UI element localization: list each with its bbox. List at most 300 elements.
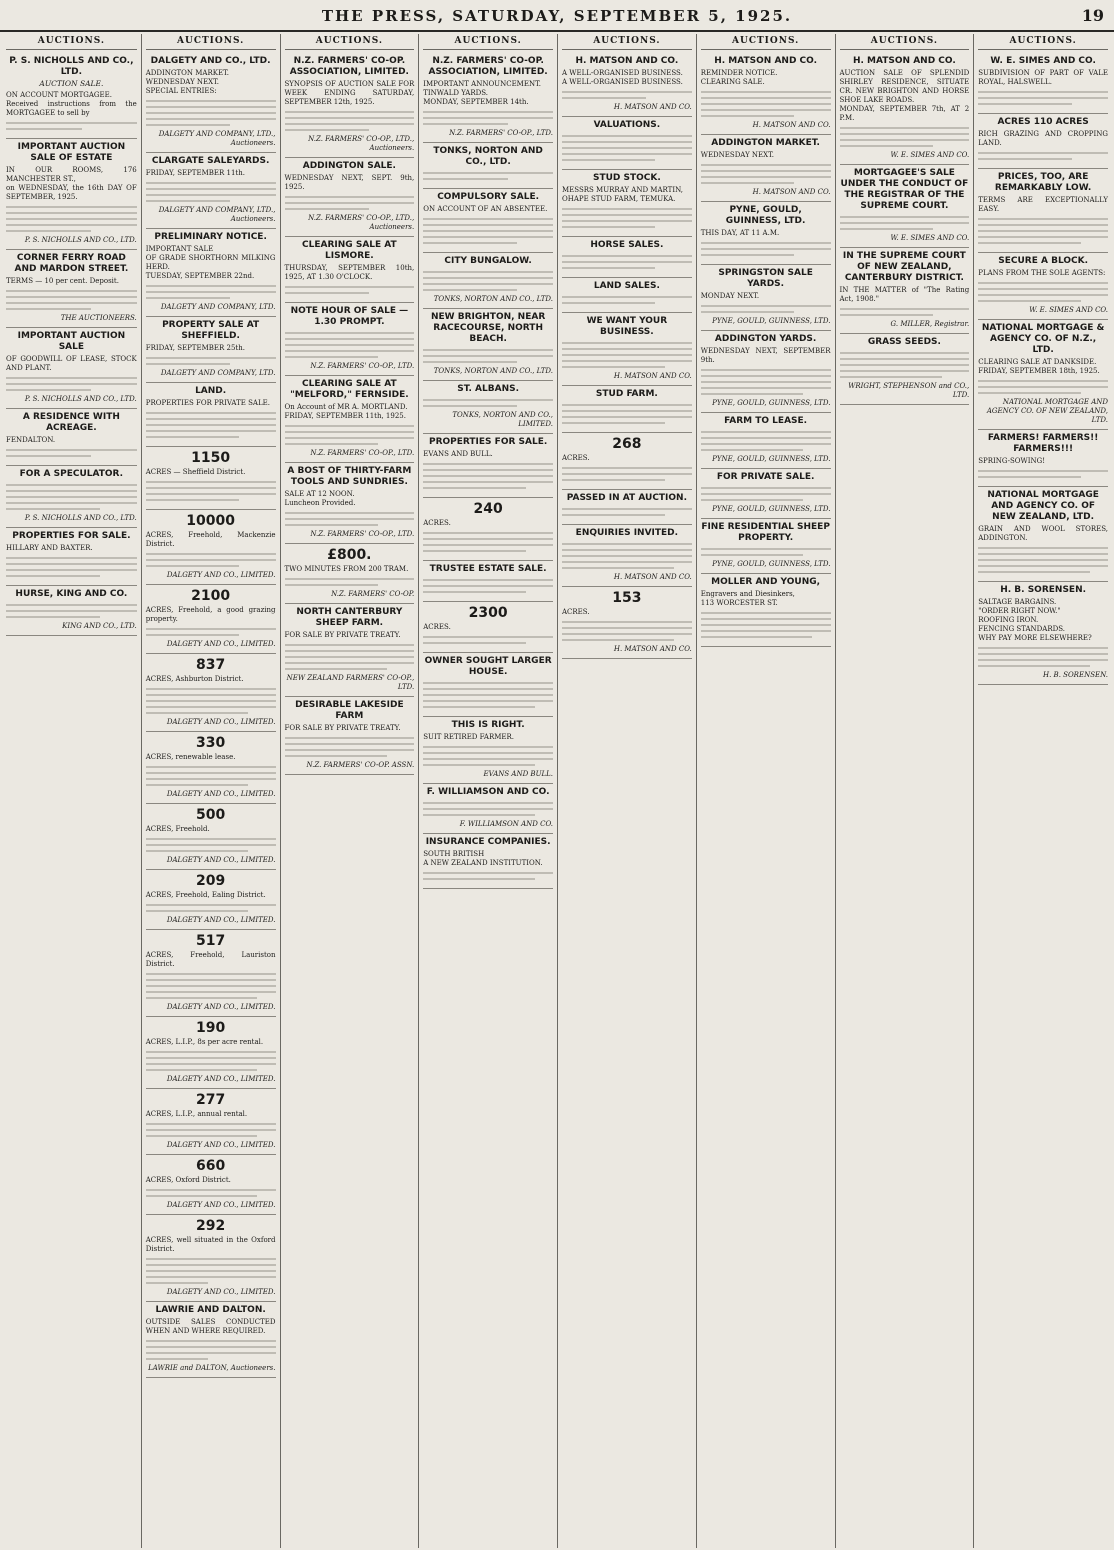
fine-print-line [146, 200, 230, 202]
fine-print-line [423, 487, 526, 489]
advertisement [6, 139, 137, 250]
ad-heading: GRASS SEEDS. [867, 337, 941, 347]
ad-signature: PYNE, GOULD, GUINNESS, LTD. [712, 399, 831, 407]
fine-print-line [146, 1063, 276, 1065]
fine-print-line [6, 212, 137, 214]
ad-signature: N.Z. FARMERS' CO-OP., LTD. [310, 362, 415, 370]
ad-signature: W. E. SIMES AND CO. [890, 234, 970, 242]
ad-signature: DALGETY AND CO., LIMITED. [166, 916, 276, 924]
fine-print-line [423, 764, 535, 766]
fine-print-line [423, 538, 553, 540]
fine-print-line [146, 291, 276, 293]
ad-line: TERMS — 10 per cent. Deposit. [6, 277, 119, 285]
fine-print-line [285, 208, 369, 210]
fine-print-line [285, 111, 415, 113]
ad-heading: 2100 [191, 588, 231, 604]
advertisement [6, 328, 137, 409]
ad-line: 113 WORCESTER ST. [700, 599, 778, 607]
ad-heading: 153 [612, 590, 642, 606]
ad-heading: DESIRABLE LAKESIDE FARM [295, 700, 404, 721]
fine-print-line [146, 1340, 276, 1342]
fine-print-line [146, 784, 249, 786]
ad-line: ON ACCOUNT MORTGAGEE. [6, 91, 112, 99]
ad-line: WEDNESDAY NEXT. [145, 78, 220, 86]
fine-print-line [423, 399, 553, 401]
ad-line: MONDAY, SEPTEMBER 14th. [423, 98, 529, 106]
fine-print-line [701, 431, 831, 433]
advertisement [423, 498, 553, 561]
fine-print-line [701, 548, 831, 550]
fine-print-line [285, 196, 415, 198]
ad-heading: PYNE, GOULD, GUINNESS, LTD. [725, 205, 806, 226]
fine-print-line [285, 668, 388, 670]
ad-heading: 190 [196, 1020, 226, 1036]
advertisement [701, 469, 831, 519]
fine-print-line [146, 412, 276, 414]
fine-print-lines [146, 904, 276, 912]
advertisement [562, 313, 692, 386]
ad-line: ACRES. [423, 519, 451, 527]
fine-print-line [423, 700, 553, 702]
ad-heading: H. MATSON AND CO. [852, 56, 956, 66]
advertisement [146, 930, 276, 1017]
ad-signature: DALGETY AND COMPANY, LTD., Auctioneers. [158, 206, 276, 223]
fine-print-line [701, 182, 794, 184]
ad-line: ACRES, Freehold, Lauriston District. [145, 951, 276, 968]
ad-body [423, 519, 553, 528]
fine-print-line [6, 490, 137, 492]
ad-heading: 660 [196, 1158, 226, 1174]
fine-print-line [562, 147, 692, 149]
fine-print-line [285, 662, 415, 664]
ad-signature: TONKS, NORTON AND CO., LIMITED. [452, 411, 553, 428]
advertisement [840, 334, 970, 405]
advertisement [423, 602, 553, 653]
fine-print-line [701, 375, 831, 377]
ad-line: OUTSIDE SALES CONDUCTED WHEN AND WHERE REQUIRED. [145, 1318, 276, 1335]
fine-print-line [423, 752, 553, 754]
ad-body [423, 450, 553, 459]
ad-heading: ST. ALBANS. [457, 384, 519, 394]
fine-print-line [6, 122, 137, 124]
fine-print-lines [978, 380, 1108, 394]
fine-print-line [285, 332, 415, 334]
fine-print-line [6, 484, 137, 486]
fine-print-line [146, 1346, 276, 1348]
ad-body [146, 344, 276, 353]
ad-line: ACRES, renewable lease. [145, 753, 236, 761]
fine-print-line [146, 706, 276, 708]
fine-print-line [146, 1358, 208, 1360]
fine-print-line [701, 254, 794, 256]
fine-print-line [701, 369, 831, 371]
fine-print-line [978, 571, 1090, 573]
ad-heading: H. MATSON AND CO. [575, 56, 679, 66]
fine-print-line [285, 431, 415, 433]
ad-heading: NATIONAL MORTGAGE & AGENCY CO. OF N.Z., LTD. [981, 323, 1105, 355]
fine-print-line [562, 342, 692, 344]
fine-print-lines [701, 487, 831, 501]
ad-body [146, 606, 276, 624]
ad-body [6, 355, 137, 373]
ad-line: SUBDIVISION OF PART OF VALE ROYAL, HALSWELL. [978, 69, 1108, 86]
advertisement [423, 189, 553, 253]
ad-line: Received instructions from the MORTGAGEE to sell by [6, 100, 137, 117]
ad-signature: G. MILLER, Registrar. [890, 320, 970, 328]
ad-line: FOR SALE BY PRIVATE TREATY. [284, 631, 401, 639]
ad-heading: WE WANT YOUR BUSINESS. [586, 316, 668, 337]
fine-print-lines [978, 470, 1108, 478]
ad-body [146, 825, 276, 834]
fine-print-lines [562, 467, 692, 481]
fine-print-line [701, 387, 831, 389]
ad-line: SPECIAL ENTRIES: [145, 87, 217, 95]
ad-heading: 2300 [468, 605, 508, 621]
ad-signature: NEW ZEALAND FARMERS' CO-OP., LTD. [286, 674, 415, 691]
fine-print-line [6, 616, 100, 618]
ad-body [6, 436, 137, 445]
ad-signature: DALGETY AND COMPANY, LTD. [160, 303, 276, 311]
advertisement [978, 114, 1108, 169]
advertisement [423, 53, 553, 143]
fine-print-line [285, 202, 415, 204]
fine-print-line [146, 1135, 258, 1137]
ad-body [285, 174, 415, 192]
fine-print-lines [701, 242, 831, 256]
fine-print-line [6, 224, 137, 226]
ad-signature: WRIGHT, STEPHENSON and CO., LTD. [848, 382, 970, 399]
fine-print-line [562, 555, 692, 557]
ad-line: SYNOPSIS OF AUCTION SALE FOR WEEK ENDING SATURDAY, SEPTEMBER 12th, 1925. [284, 80, 415, 106]
ad-heading: INSURANCE COMPANIES. [425, 837, 551, 847]
column-header: AUCTIONS. [285, 34, 415, 50]
fine-print-line [423, 878, 535, 880]
ad-line: GRAIN AND WOOL STORES, ADDINGTON. [978, 525, 1108, 542]
ad-heading: 330 [196, 735, 226, 751]
ad-line: ACRES, Freehold. [145, 825, 210, 833]
fine-print-line [840, 228, 933, 230]
ad-heading: IMPORTANT AUCTION SALE [17, 331, 126, 352]
ad-line: ACRES, Freehold, a good grazing property. [145, 606, 276, 623]
ad-heading: PROPERTY SALE AT SHEFFIELD. [162, 320, 260, 341]
fine-print-line [840, 127, 970, 129]
fine-print-line [562, 348, 692, 350]
fine-print-lines [978, 91, 1108, 105]
fine-print-line [562, 410, 692, 412]
ad-body [146, 1176, 276, 1185]
ad-signature: H. MATSON AND CO. [752, 188, 831, 196]
fine-print-line [146, 850, 249, 852]
ad-line: IN OUR ROOMS, 176 MANCHESTER ST., [6, 166, 137, 183]
fine-print-line [285, 584, 378, 586]
advertisement [423, 434, 553, 498]
fine-print-line [423, 111, 553, 113]
advertisement [423, 143, 553, 189]
advertisement [701, 574, 831, 647]
ad-heading: FARMERS! FARMERS!! FARMERS!!! [987, 433, 1099, 454]
ad-line: ACRES. [562, 454, 590, 462]
ad-line: WEDNESDAY NEXT, SEPTEMBER 9th. [700, 347, 831, 364]
fine-print-line [146, 106, 276, 108]
fine-print-line [146, 904, 276, 906]
advertisement [701, 265, 831, 331]
ad-line: A NEW ZEALAND INSTITUTION. [423, 859, 543, 867]
ad-heading: A BOST OF THIRTY-FARM TOOLS AND SUNDRIES. [287, 466, 412, 487]
ad-heading: PROPERTIES FOR SALE. [12, 531, 131, 541]
ad-body [978, 196, 1108, 214]
fine-print-line [978, 476, 1081, 478]
fine-print-lines [978, 282, 1108, 302]
ad-signature: H. MATSON AND CO. [613, 103, 692, 111]
fine-print-line [562, 543, 692, 545]
fine-print-line [562, 153, 692, 155]
fine-print-line [562, 473, 692, 475]
fine-print-line [423, 469, 553, 471]
ad-heading: 277 [196, 1092, 226, 1108]
fine-print-line [840, 216, 970, 218]
fine-print-line [562, 627, 692, 629]
ad-signature: N.Z. FARMERS' CO-OP., LTD. [310, 449, 415, 457]
ad-line: RICH GRAZING AND CROPPING LAND. [978, 130, 1108, 147]
ad-signature: N.Z. FARMERS' CO-OP., LTD. [449, 129, 553, 137]
fine-print-lines [701, 164, 831, 184]
fine-print-line [423, 236, 553, 238]
column-header: AUCTIONS. [840, 34, 970, 50]
ad-subheading: AUCTION SALE. [39, 79, 104, 88]
fine-print-lines [423, 218, 553, 244]
fine-print-line [423, 283, 553, 285]
ad-line: PLANS FROM THE SOLE AGENTS: [978, 269, 1106, 277]
fine-print-lines [285, 111, 415, 131]
fine-print-line [978, 230, 1108, 232]
ad-body [978, 598, 1108, 643]
fine-print-line [146, 700, 276, 702]
fine-print-line [146, 424, 276, 426]
ad-line: CLEARING SALE AT DANKSIDE. [978, 358, 1097, 366]
fine-print-line [562, 422, 665, 424]
fine-print-line [146, 1051, 276, 1053]
fine-print-line [146, 297, 230, 299]
advertisement [285, 376, 415, 463]
ad-heading: FINE RESIDENTIAL SHEEP PROPERTY. [701, 522, 830, 543]
fine-print-line [146, 979, 276, 981]
ad-heading: THIS IS RIGHT. [451, 720, 525, 730]
ad-signature: F. WILLIAMSON AND CO. [459, 820, 553, 828]
fine-print-line [146, 1352, 276, 1354]
ad-line: REMINDER NOTICE. [700, 69, 778, 77]
ad-signature: PYNE, GOULD, GUINNESS, LTD. [712, 317, 831, 325]
advertisement [285, 237, 415, 303]
fine-print-lines [423, 349, 553, 363]
ad-line: MONDAY, SEPTEMBER 7th, AT 2 P.M. [839, 105, 970, 122]
ad-heading: PASSED IN AT AUCTION. [566, 493, 688, 503]
fine-print-line [978, 288, 1108, 290]
fine-print-lines [423, 746, 553, 766]
fine-print-lines [285, 425, 415, 445]
ad-signature: N.Z. FARMERS' CO-OP., LTD., Auctioneers. [308, 214, 415, 231]
fine-print-line [562, 416, 692, 418]
fine-print-line [423, 814, 535, 816]
ad-line: THIS DAY, AT 11 A.M. [700, 229, 780, 237]
fine-print-lines [978, 152, 1108, 160]
fine-print-line [285, 743, 415, 745]
fine-print-lines [562, 208, 692, 228]
fine-print-line [423, 271, 553, 273]
ad-heading: N.Z. FARMERS' CO-OP. ASSOCIATION, LIMITED. [289, 56, 409, 77]
fine-print-line [562, 639, 674, 641]
fine-print-line [701, 437, 831, 439]
fine-print-line [6, 508, 100, 510]
ad-heading: £800. [327, 547, 372, 563]
fine-print-lines [6, 290, 137, 310]
fine-print-line [146, 766, 276, 768]
ad-heading: COMPULSORY SALE. [437, 192, 540, 202]
ad-line: EVANS AND BULL. [423, 450, 493, 458]
ad-line: AUCTION SALE OF SPLENDID SHIRLEY RESIDENCE, SITUATE CR. NEW BRIGHTON AND HORSE SHOE LAKE ROADS. [839, 69, 970, 104]
fine-print-lines [285, 737, 415, 757]
ad-body [146, 169, 276, 178]
fine-print-line [840, 222, 970, 224]
fine-print-line [423, 532, 553, 534]
ad-heading: 240 [473, 501, 503, 517]
fine-print-line [146, 499, 239, 501]
advertisement [701, 53, 831, 135]
fine-print-line [701, 109, 831, 111]
ad-line: ACRES, L.I.P., annual rental. [145, 1110, 248, 1118]
ad-heading: TRUSTEE ESTATE SALE. [429, 564, 547, 574]
fine-print-line [840, 358, 970, 360]
fine-print-line [840, 308, 970, 310]
advertisement [285, 463, 415, 544]
fine-print-line [146, 1129, 276, 1131]
ad-line: ACRES, well situated in the Oxford District. [145, 1236, 276, 1253]
fine-print-line [701, 624, 831, 626]
advertisement [146, 1302, 276, 1378]
fine-print-lines [423, 532, 553, 552]
fine-print-line [146, 997, 258, 999]
fine-print-lines [701, 612, 831, 638]
fine-print-line [285, 524, 378, 526]
ad-body [285, 490, 415, 508]
advertisement [701, 202, 831, 265]
fine-print-line [146, 112, 276, 114]
fine-print-line [562, 97, 646, 99]
ad-body [423, 205, 553, 214]
fine-print-line [285, 578, 415, 580]
ad-column [557, 34, 696, 1548]
ad-body [978, 69, 1108, 87]
ad-signature: TONKS, NORTON AND CO., LTD. [433, 295, 553, 303]
fine-print-line [146, 973, 276, 975]
ad-heading: OWNER SOUGHT LARGER HOUSE. [424, 656, 552, 677]
fine-print-line [701, 176, 831, 178]
advertisement [146, 1215, 276, 1302]
fine-print-lines [423, 271, 553, 291]
ad-signature: DALGETY AND COMPANY, LTD. [160, 369, 276, 377]
fine-print-line [701, 115, 794, 117]
fine-print-line [285, 338, 415, 340]
fine-print-line [978, 103, 1071, 105]
fine-print-line [562, 226, 655, 228]
fine-print-line [146, 493, 276, 495]
fine-print-line [423, 123, 507, 125]
fine-print-line [423, 682, 553, 684]
advertisement [562, 117, 692, 170]
ad-body [6, 166, 137, 202]
ad-body [978, 525, 1108, 543]
fine-print-line [562, 354, 692, 356]
ad-line: ACRES, Freehold, Ealing District. [145, 891, 266, 899]
advertisement [562, 490, 692, 525]
fine-print-line [562, 135, 692, 137]
fine-print-lines [146, 1051, 276, 1071]
fine-print-line [146, 182, 276, 184]
fine-print-line [146, 778, 276, 780]
ad-signature: PYNE, GOULD, GUINNESS, LTD. [712, 455, 831, 463]
fine-print-line [146, 634, 239, 636]
fine-print-line [146, 481, 276, 483]
fine-print-lines [840, 308, 970, 316]
fine-print-line [146, 1057, 276, 1059]
advertisement [285, 544, 415, 604]
fine-print-line [562, 261, 692, 263]
ad-heading: F. WILLIAMSON AND CO. [426, 787, 550, 797]
ad-signature: N.Z. FARMERS' CO-OP., LTD. [310, 530, 415, 538]
fine-print-line [562, 267, 655, 269]
advertisement [146, 654, 276, 732]
ad-body [562, 69, 692, 87]
ad-column [2, 34, 141, 1548]
advertisement [146, 1155, 276, 1215]
fine-print-line [978, 300, 1081, 302]
ad-heading: SECURE A BLOCK. [998, 256, 1089, 266]
ad-heading: 268 [612, 436, 642, 452]
fine-print-lines [6, 557, 137, 577]
fine-print-lines [6, 377, 137, 391]
fine-print-line [562, 255, 692, 257]
fine-print-line [701, 248, 831, 250]
fine-print-line [978, 242, 1081, 244]
ad-line: FRIDAY, SEPTEMBER 11th. [145, 169, 245, 177]
fine-print-line [978, 294, 1108, 296]
ad-heading: NOTE HOUR OF SALE — 1.30 PROMPT. [290, 306, 409, 327]
advertisement [840, 165, 970, 248]
advertisement [6, 53, 137, 139]
fine-print-line [701, 487, 831, 489]
fine-print-line [978, 553, 1108, 555]
advertisement [146, 732, 276, 804]
fine-print-line [562, 621, 692, 623]
ad-body [840, 69, 970, 123]
ad-signature: PYNE, GOULD, GUINNESS, LTD. [712, 560, 831, 568]
fine-print-lines [423, 111, 553, 125]
fine-print-line [701, 612, 831, 614]
fine-print-line [423, 642, 526, 644]
fine-print-line [562, 214, 692, 216]
ad-body [423, 850, 553, 868]
ad-signature: DALGETY AND CO., LIMITED. [166, 1141, 276, 1149]
fine-print-lines [146, 182, 276, 202]
ad-body [562, 186, 692, 204]
ad-heading: N.Z. FARMERS' CO-OP. ASSOCIATION, LIMITED. [428, 56, 548, 77]
fine-print-line [562, 561, 692, 563]
fine-print-line [840, 139, 970, 141]
advertisement [562, 386, 692, 433]
fine-print-line [978, 224, 1108, 226]
ad-line: HILLARY AND BAXTER. [6, 544, 93, 552]
fine-print-line [285, 117, 415, 119]
fine-print-lines [701, 91, 831, 117]
